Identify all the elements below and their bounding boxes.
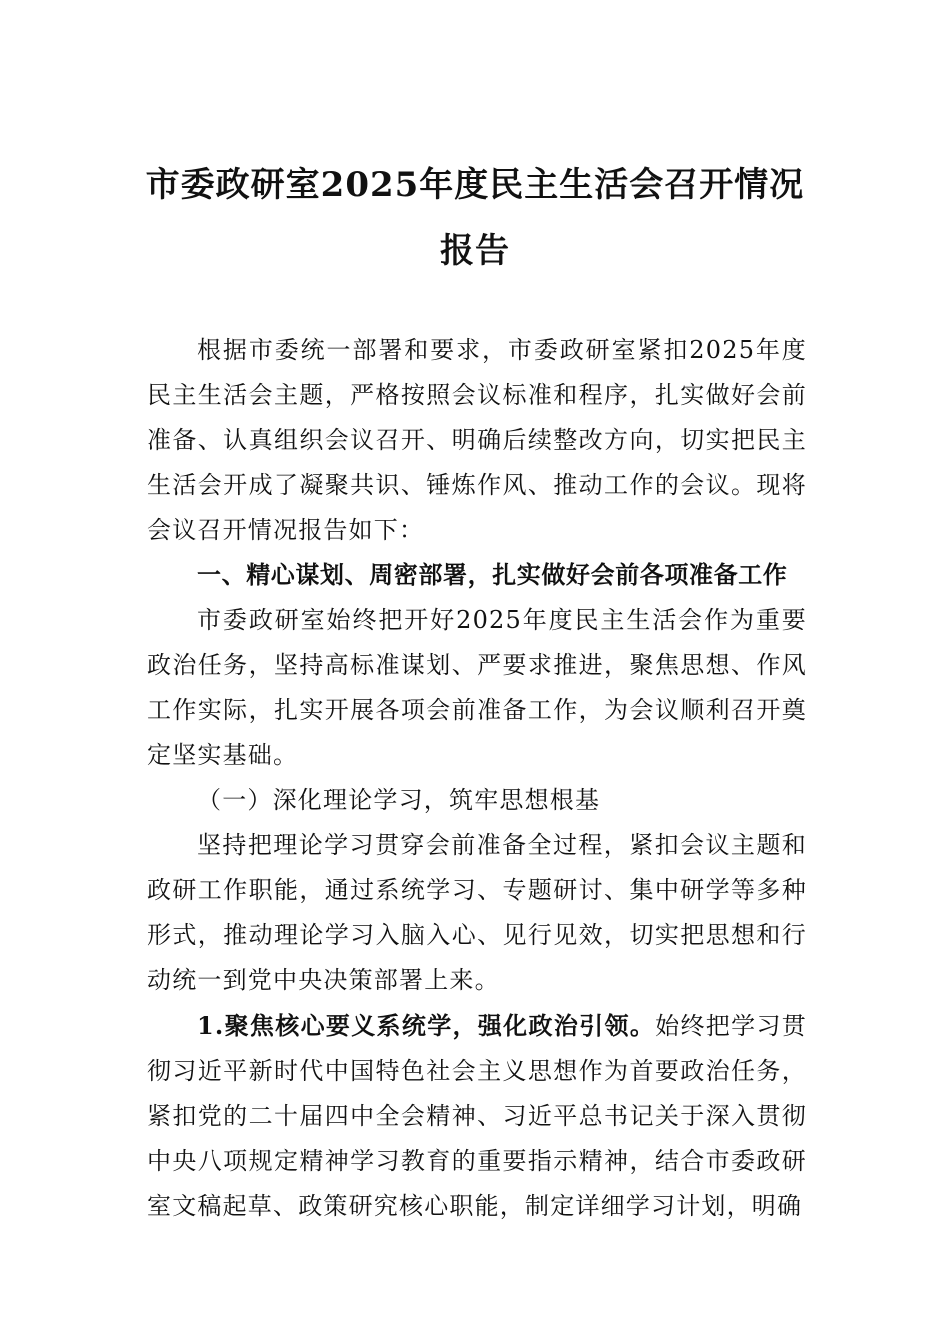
item-1-lead: 1.聚焦核心要义系统学，强化政治引领。: [197, 1011, 656, 1040]
intro-paragraph: 根据市委统一部署和要求，市委政研室紧扣2025年度民主生活会主题，严格按照会议标准和程序，扎实做好会前准备、认真组织会议召开、明确后续整改方向，切实把民主生活会开成了凝聚共识、锤炼作风、推动工作的会议。现将会议召开情况报告如下：: [147, 336, 807, 544]
subsection-1-paragraph: 坚持把理论学习贯穿会前准备全过程，紧扣会议主题和政研工作职能，通过系统学习、专题研讨、集中研学等多种形式，推动理论学习入脑入心、见行见效，切实把思想和行动统一到党中央决策部署上来。: [147, 831, 807, 994]
item-1-paragraph: [147, 1003, 807, 1229]
section-1-heading: 一、精心谋划、周密部署，扎实做好会前各项准备工作: [197, 561, 788, 589]
subsection-1-heading: （一）深化理论学习，筑牢思想根基: [197, 786, 601, 814]
section-1-paragraph: 市委政研室始终把开好2025年度民主生活会作为重要政治任务，坚持高标准谋划、严要求推进，聚焦思想、作风工作实际，扎实开展各项会前准备工作，为会议顺利召开奠定坚实基础。: [147, 606, 807, 769]
document-body: [147, 328, 807, 1229]
document-title-line-1: 市委政研室2025年度民主生活会召开情况: [145, 165, 805, 205]
document-title-line-2: 报告: [440, 231, 510, 271]
item-1-text: 始终把学习贯彻习近平新时代中国特色社会主义思想作为首要政治任务，紧扣党的二十届四中全会精神、习近平总书记关于深入贯彻中央八项规定精神学习教育的重要指示精神，结合市委政研室文稿起草、政策研究核心职能，制定详细学习计划，明确: [147, 1012, 807, 1220]
